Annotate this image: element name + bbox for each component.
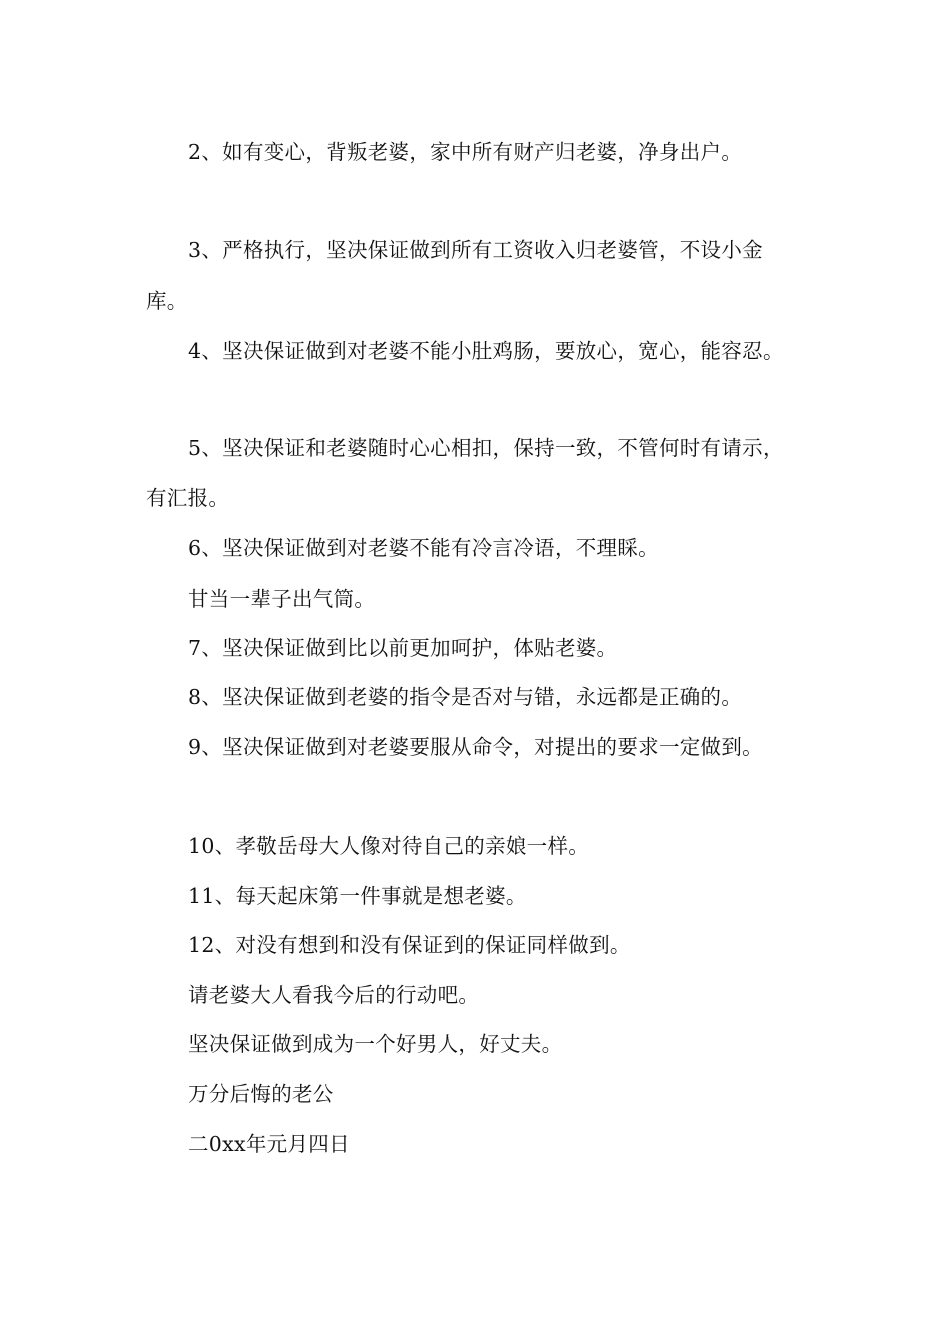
- paragraph-item-3-continued: 库。: [146, 289, 188, 313]
- paragraph-item-8: 8、坚决保证做到老婆的指令是否对与错，永远都是正确的。: [188, 685, 743, 709]
- paragraph-item-11: 11、每天起床第一件事就是想老婆。: [188, 884, 527, 908]
- paragraph-item-5: 5、坚决保证和老婆随时心心相扣，保持一致，不管何时有请示，: [188, 436, 784, 460]
- paragraph-item-10: 10、孝敬岳母大人像对待自己的亲娘一样。: [188, 834, 590, 858]
- paragraph-item-12: 12、对没有想到和没有保证到的保证同样做到。: [188, 933, 631, 957]
- paragraph-item-3: 3、严格执行，坚决保证做到所有工资收入归老婆管，不设小金: [188, 238, 763, 262]
- signature: 万分后悔的老公: [188, 1082, 334, 1106]
- paragraph-item-4: 4、坚决保证做到对老婆不能小肚鸡肠，要放心，宽心，能容忍。: [188, 339, 784, 363]
- paragraph-item-6: 6、坚决保证做到对老婆不能有冷言冷语，不理睬。: [188, 536, 659, 560]
- paragraph-item-2: 2、如有变心，背叛老婆，家中所有财产归老婆，净身出户。: [188, 140, 743, 164]
- closing-request: 请老婆大人看我今后的行动吧。: [188, 983, 480, 1007]
- paragraph-item-9: 9、坚决保证做到对老婆要服从命令，对提出的要求一定做到。: [188, 735, 763, 759]
- paragraph-item-6-note: 甘当一辈子出气筒。: [188, 587, 376, 611]
- paragraph-item-5-continued: 有汇报。: [146, 486, 230, 510]
- paragraph-item-7: 7、坚决保证做到比以前更加呵护，体贴老婆。: [188, 636, 618, 660]
- closing-pledge: 坚决保证做到成为一个好男人，好丈夫。: [188, 1032, 563, 1056]
- date-line: 二0xx年元月四日: [188, 1132, 350, 1156]
